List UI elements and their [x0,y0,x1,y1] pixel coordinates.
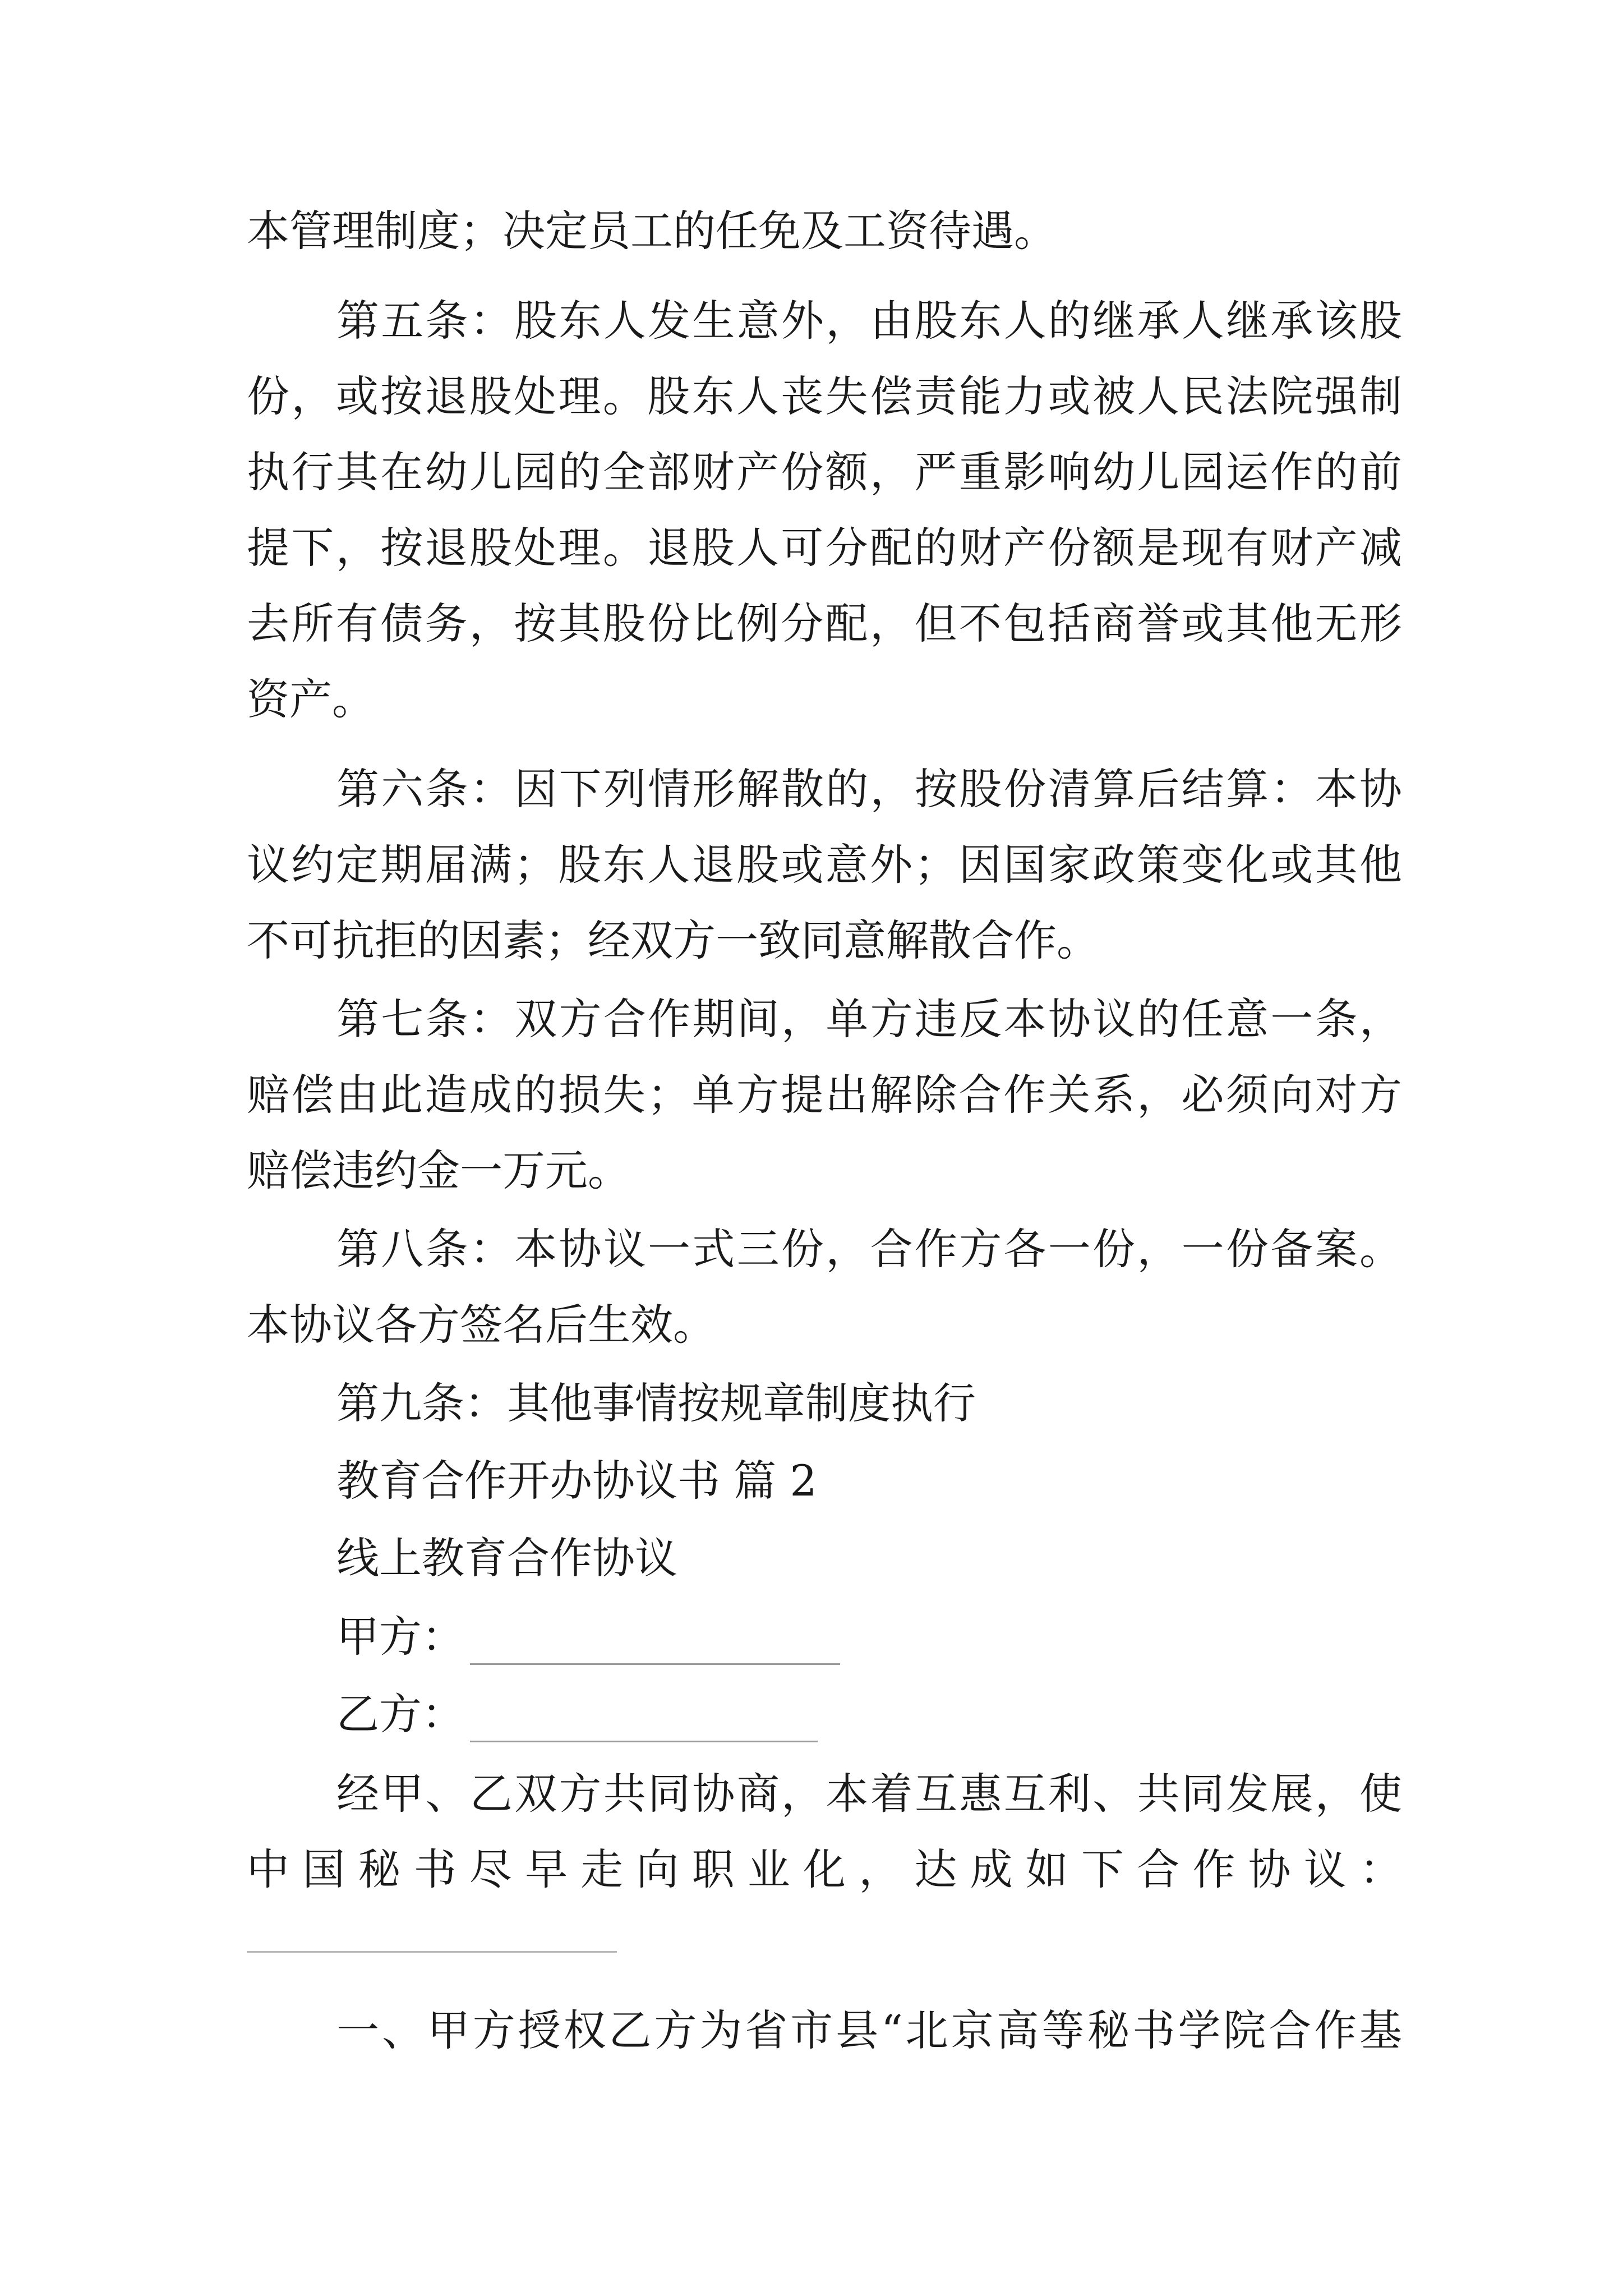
text-line: 经甲、乙双方共同协商，本着互惠互利、共同发展，使 [336,1769,1402,1819]
text-line: 本协议各方签名后生效。 [247,1300,716,1350]
party-a-blank [470,1624,840,1665]
text-line: 份，或按退股处理。股东人丧失偿责能力或被人民法院强制 [247,371,1402,421]
text-line: 去所有债务，按其股份比例分配，但不包括商誉或其他无形 [247,599,1402,648]
party-b-row [336,1686,1402,1742]
text-line: 中国秘书尽早走向职业化，达成如下合作协议： [247,1844,1402,1894]
text-line: 赔偿违约金一万元。 [247,1145,630,1195]
text-line: 第七条：双方合作期间，单方违反本协议的任意一条， [336,994,1402,1044]
text-line: 议约定期届满；股东人退股或意外；因国家政策变化或其他 [247,840,1402,890]
text-line: 不可抗拒的因素；经双方一致同意解散合作。 [247,915,1099,965]
text-line: 资产。 [247,674,375,724]
section-heading: 教育合作开办协议书 篇 2 [336,1456,817,1506]
footnote-separator [247,1951,617,1953]
text-line: 赔偿由此造成的损失；单方提出解除合作关系，必须向对方 [247,1070,1402,1120]
text-line: 执行其在幼儿园的全部财产份额，严重影响幼儿园运作的前 [247,447,1402,497]
party-b-label: 乙方： [336,1689,464,1739]
text-line: 第八条：本协议一式三份，合作方各一份，一份备案。 [336,1224,1402,1274]
text-line: 第五条：股东人发生意外，由股东人的继承人继承该股 [336,296,1402,346]
agreement-title: 线上教育合作协议 [336,1533,677,1583]
text-line: 本管理制度；决定员工的任免及工资待遇。 [247,206,1057,256]
text-line: 提下，按退股处理。退股人可分配的财产份额是现有财产减 [247,523,1402,573]
text-line: 第六条：因下列情形解散的，按股份清算后结算：本协 [336,764,1402,814]
party-b-blank [470,1701,818,1742]
party-a-label: 甲方： [336,1612,464,1662]
text-line: 第九条：其他事情按规章制度执行 [336,1378,976,1428]
party-a-row [336,1609,1402,1665]
text-line: 一、甲方授权乙方为省市县“北京高等秘书学院合作基 [336,2005,1402,2055]
